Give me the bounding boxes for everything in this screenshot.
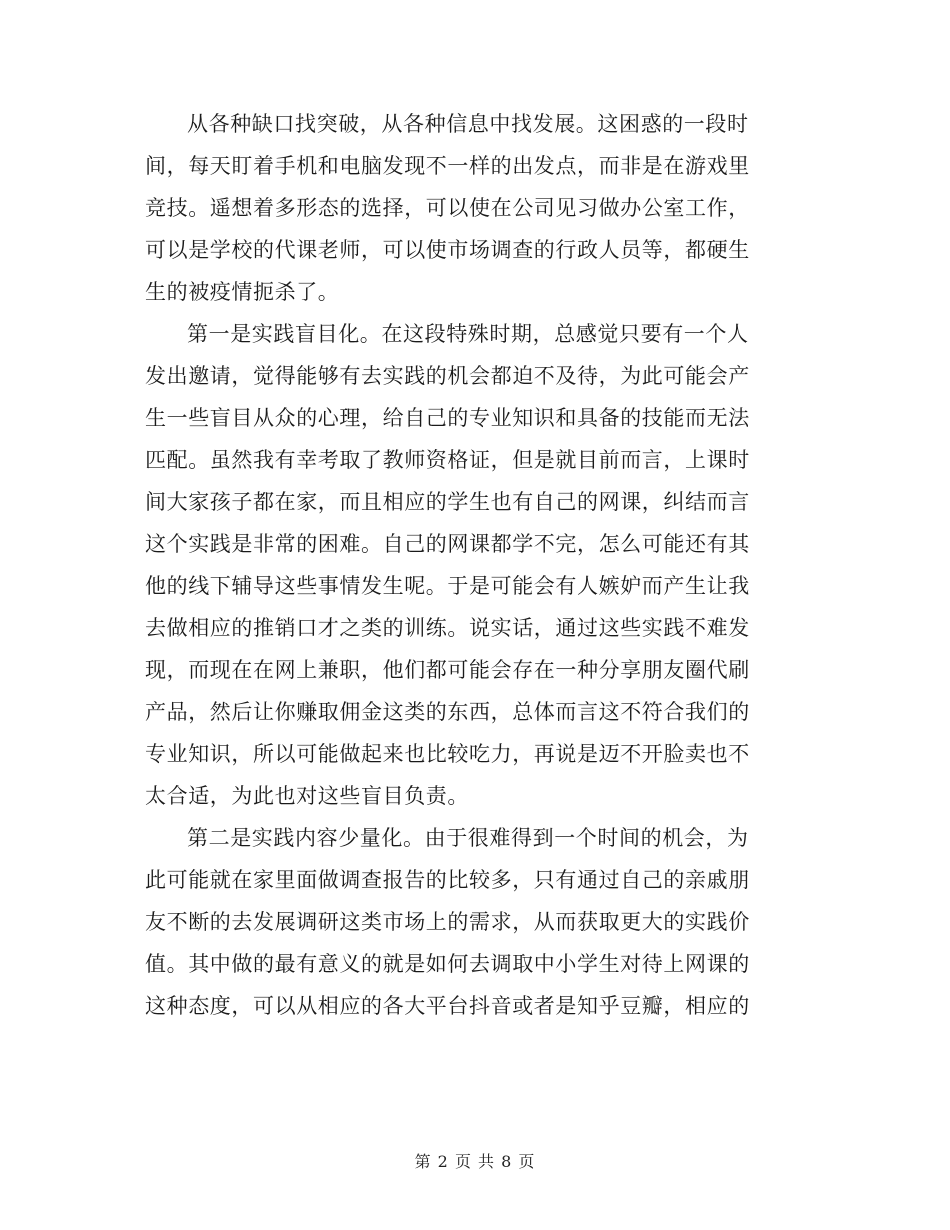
text-line: 生的被疫情扼杀了。 <box>145 280 340 304</box>
text-line: 生一些盲目从众的心理，给自己的专业知识和具备的技能而无法 <box>145 406 750 430</box>
text-line: 专业知识，所以可能做起来也比较吃力，再说是迈不开脸卖也不 <box>145 742 750 766</box>
text-line: 他的线下辅导这些事情发生呢。于是可能会有人嫉妒而产生让我 <box>145 574 750 598</box>
text-line: 从各种缺口找突破，从各种信息中找发展。这困惑的一段时 <box>187 112 749 136</box>
text-line: 间大家孩子都在家，而且相应的学生也有自己的网课，纠结而言 <box>145 490 750 514</box>
paragraph-3 <box>145 817 805 1027</box>
text-line: 间，每天盯着手机和电脑发现不一样的出发点，而非是在游戏里 <box>145 154 750 178</box>
text-line: 可以是学校的代课老师，可以使市场调查的行政人员等，都硬生 <box>145 238 750 262</box>
text-line: 太合适，为此也对这些盲目负责。 <box>145 784 469 808</box>
page-number-footer: 第 2 页 共 8 页 <box>414 1152 536 1171</box>
text-line: 这个实践是非常的困难。自己的网课都学不完，怎么可能还有其 <box>145 532 750 556</box>
document-body <box>145 103 805 1027</box>
text-line: 现，而现在在网上兼职，他们都可能会存在一种分享朋友圈代刷 <box>145 658 750 682</box>
text-line: 第二是实践内容少量化。由于很难得到一个时间的机会，为 <box>187 826 749 850</box>
text-line: 此可能就在家里面做调查报告的比较多，只有通过自己的亲戚朋 <box>145 868 750 892</box>
text-line: 发出邀请，觉得能够有去实践的机会都迫不及待，为此可能会产 <box>145 364 750 388</box>
text-line: 匹配。虽然我有幸考取了教师资格证，但是就目前而言，上课时 <box>145 448 750 472</box>
text-line: 友不断的去发展调研这类市场上的需求，从而获取更大的实践价 <box>145 910 750 934</box>
text-line: 竞技。遥想着多形态的选择，可以使在公司见习做办公室工作， <box>145 196 750 220</box>
text-line: 去做相应的推销口才之类的训练。说实话，通过这些实践不难发 <box>145 616 750 640</box>
paragraph-1 <box>145 103 805 313</box>
text-line: 这种态度，可以从相应的各大平台抖音或者是知乎豆瓣，相应的 <box>145 994 750 1018</box>
text-line: 产品，然后让你赚取佣金这类的东西，总体而言这不符合我们的 <box>145 700 750 724</box>
text-line: 第一是实践盲目化。在这段特殊时期，总感觉只要有一个人 <box>187 322 749 346</box>
text-line: 值。其中做的最有意义的就是如何去调取中小学生对待上网课的 <box>145 952 750 976</box>
paragraph-2 <box>145 313 805 817</box>
